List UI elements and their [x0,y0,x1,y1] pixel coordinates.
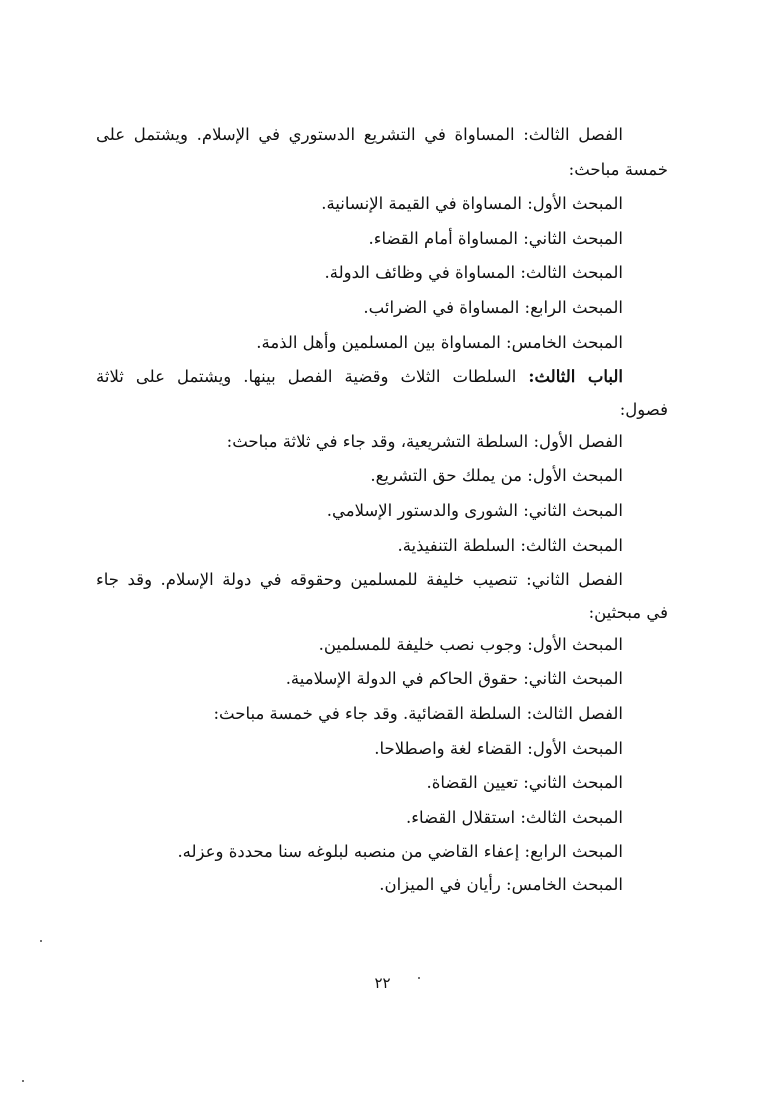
section-line: المبحث الأول: من يملك حق التشريع. [370,466,623,486]
part-heading-text: السلطات الثلاث وقضية الفصل بينها. ويشتمل على ثلاثة [96,367,529,387]
scan-speck [40,940,42,942]
part-heading-line [96,360,668,395]
part-heading-label: الباب الثالث: [528,367,623,387]
section-line: المبحث الرابع: المساواة في الضرائب. [363,297,623,317]
section-line: المبحث الأول: القضاء لغة واصطلاحا. [374,738,623,758]
section-line: المبحث الخامس: المساواة بين المسلمين وأهل الذمة. [256,332,623,352]
chapter-heading-continuation: في مبحثين: [588,602,668,622]
section-line: المبحث الأول: المساواة في القيمة الإنسانية. [321,194,623,214]
section-line: المبحث الخامس: رأيان في الميزان. [379,874,623,894]
section-line: المبحث الثاني: حقوق الحاكم في الدولة الإسلامية. [285,669,623,689]
part-heading-continuation: فصول: [619,399,668,419]
chapter-heading-continuation: خمسة مباحث: [568,159,668,179]
document-body [96,118,668,900]
section-line: المبحث الأول: وجوب نصب خليفة للمسلمين. [318,634,623,654]
section-line: المبحث الثالث: المساواة في وظائف الدولة. [324,263,623,283]
section-line: المبحث الثالث: السلطة التنفيذية. [397,535,623,555]
section-line: المبحث الثاني: الشورى والدستور الإسلامي. [326,500,623,520]
chapter-heading-line: الفصل الثاني: تنصيب خليفة للمسلمين وحقوقه في دولة الإسلام. وقد جاء [96,570,623,590]
section-line: المبحث الثاني: المساواة أمام القضاء. [368,228,623,248]
chapter-heading-line: الفصل الثالث: المساواة في التشريع الدستوري في الإسلام. ويشتمل على [96,125,623,144]
scan-speck [418,977,420,979]
section-line: المبحث الرابع: إعفاء القاضي من منصبه لبلوغه سنا محددة وعزله. [177,842,623,862]
page-number: ٢٢ [374,974,391,992]
scan-speck [22,1080,24,1082]
section-line: المبحث الثالث: استقلال القضاء. [406,807,623,827]
section-line: المبحث الثاني: تعيين القضاة. [426,773,623,793]
chapter-line: الفصل الأول: السلطة التشريعية، وقد جاء في ثلاثة مباحث: [226,431,623,451]
chapter-line: الفصل الثالث: السلطة القضائية. وقد جاء في خمسة مباحث: [213,703,623,723]
